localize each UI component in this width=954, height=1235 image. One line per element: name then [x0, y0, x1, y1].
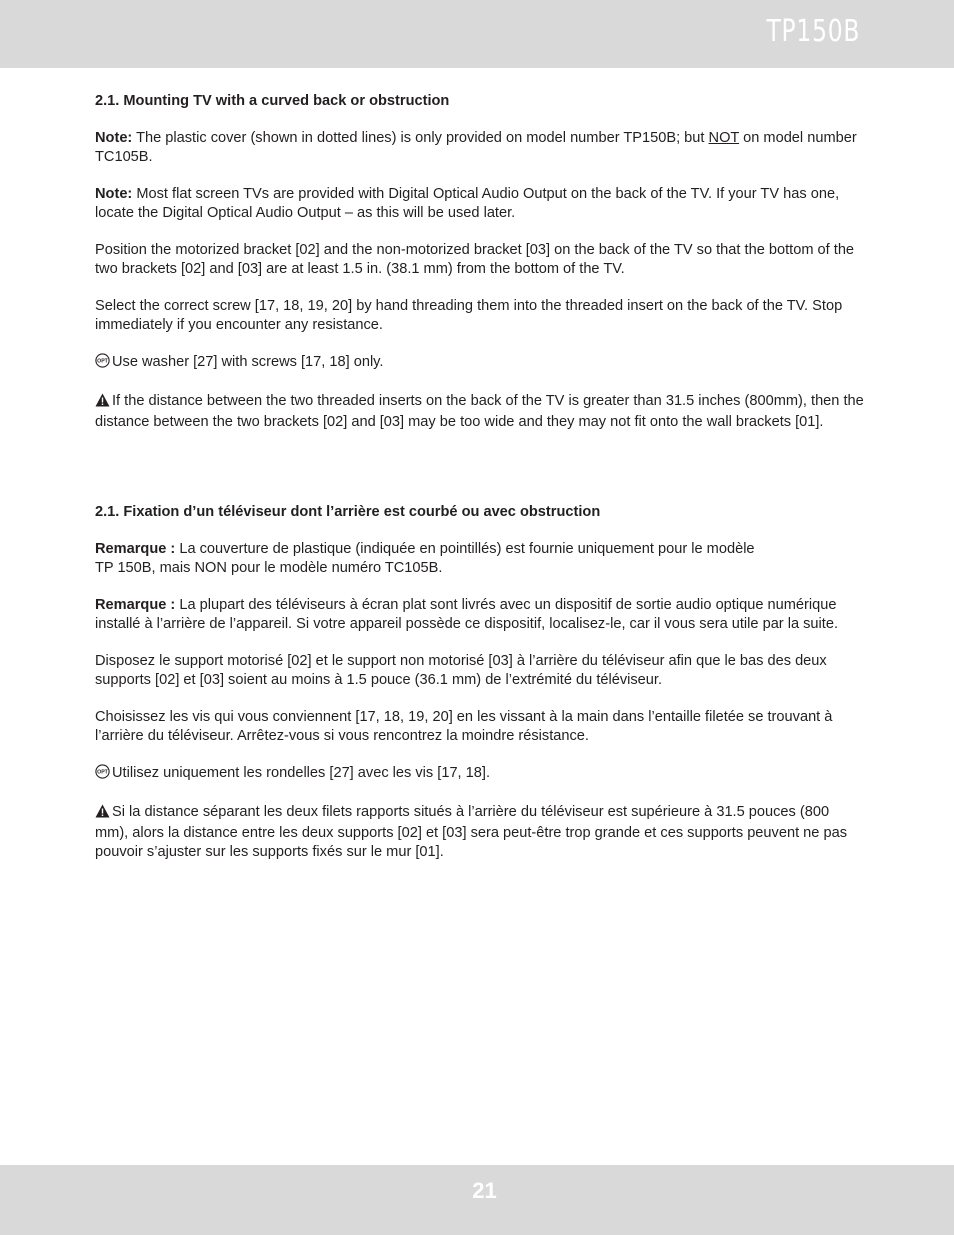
french-warning [95, 803, 865, 862]
option-text: Use washer [27] with screws [17, 18] only. [112, 354, 384, 370]
french-paragraph-screws: Choisissez les vis qui vous conviennent [17, 18, 19, 20] en les vissant à la main dans l’entaille filetée se trouvant à l’arrière du téléviseur. Arrêtez-vous si vous rencontrez la moindre résistance. [95, 709, 833, 744]
french-note-1 [95, 540, 865, 578]
page-number: 21 [472, 1178, 497, 1203]
note-text: Most flat screen TVs are provided with Digital Optical Audio Output on the back of the TV. If your TV has one, locate the Digital Optical Audio Output – as this will be used later. [95, 186, 840, 221]
french-section [95, 503, 865, 862]
svg-text:OPT: OPT [97, 358, 108, 365]
note-label: Note: [95, 130, 133, 146]
opt-icon [95, 353, 110, 374]
svg-text:OPT: OPT [97, 769, 108, 776]
warning-triangle-icon [95, 804, 110, 824]
warning-text: If the distance between the two threaded inserts on the back of the TV is greater than 31.5 inches (800mm), then the distance between the two brackets [02] and [03] may be too wide and they may not fit onto the wall brackets [01]. [95, 393, 864, 430]
note-underline: NOT [708, 130, 740, 146]
warning-triangle-icon [95, 393, 110, 413]
opt-icon [95, 764, 110, 785]
note-label: Remarque : [95, 541, 176, 557]
english-option-line [95, 353, 865, 374]
note-text-line2: TP 150B, mais NON pour le modèle numéro TC105B. [95, 560, 443, 576]
english-heading: 2.1. Mounting TV with a curved back or obstruction [95, 93, 450, 109]
note-label: Note: [95, 186, 133, 202]
english-warning [95, 392, 865, 432]
note-text: The plastic cover (shown in dotted lines) is only provided on model number TP150B; but [132, 130, 709, 146]
french-option-line [95, 764, 865, 785]
french-note-2 [95, 596, 865, 634]
option-text: Utilisez uniquement les rondelles [27] avec les vis [17, 18]. [112, 765, 491, 781]
footer-band [0, 1165, 954, 1235]
note-label: Remarque : [95, 597, 176, 613]
english-paragraph-screws: Select the correct screw [17, 18, 19, 20] by hand threading them into the threaded insert on the back of the TV. Stop immediately if you encounter any resistance. [95, 298, 843, 333]
warning-text: Si la distance séparant les deux filets rapports situés à l’arrière du téléviseur est supérieure à 31.5 pouces (800 mm), alors la distance entre les deux supports [02] et [03] sera peut-être trop grande et ces supports peuvent ne pas pouvoir s’ajuster sur les supports fixés sur le mur [01]. [95, 804, 847, 860]
english-note-2 [95, 185, 865, 223]
note-text-end: on model number TC105B. [95, 130, 857, 165]
note-text: La couverture de plastique (indiquée en pointillés) est fournie uniquement pour le modèle [175, 541, 755, 557]
note-text: La plupart des téléviseurs à écran plat sont livrés avec un dispositif de sortie audio optique numérique installé à l’arrière de l’appareil. Si votre appareil possède ce dispositif, localisez-le, car il vous sera utile par la suite. [95, 597, 839, 632]
model-title: TP150B [766, 14, 860, 49]
french-heading: 2.1. Fixation d’un téléviseur dont l’arrière est courbé ou avec obstruction [95, 504, 601, 520]
english-paragraph-position: Position the motorized bracket [02] and the non-motorized bracket [03] on the back of the TV so that the bottom of the two brackets [02] and [03] are at least 1.5 in. (38.1 mm) from the bottom of the TV. [95, 242, 855, 277]
english-note-1 [95, 129, 865, 167]
french-paragraph-position: Disposez le support motorisé [02] et le support non motorisé [03] à l’arrière du téléviseur afin que le bas des deux supports [02] et [03] soient au moins à 1.5 pouce (36.1 mm) de l’extrémité du téléviseur. [95, 653, 827, 688]
english-section [95, 92, 865, 432]
header-band [0, 0, 954, 68]
